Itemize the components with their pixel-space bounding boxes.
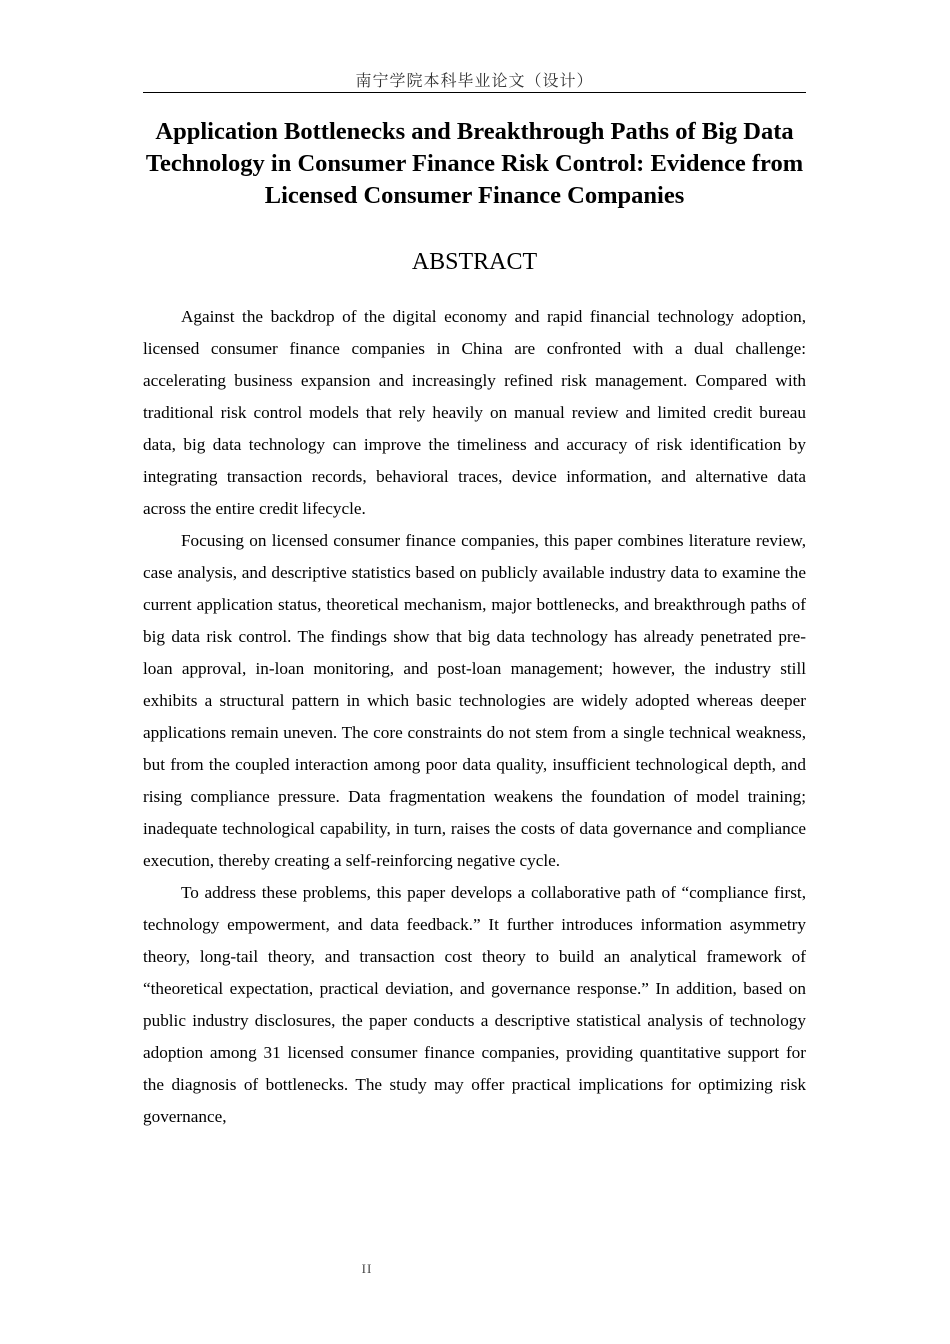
paper-title: Application Bottlenecks and Breakthrough Paths of Big Data Technology in Consumer Finance Risk Control: Evidence from Licensed Consumer Finance Companies [145, 118, 804, 209]
abstract-heading: ABSTRACT [411, 249, 538, 275]
header-rule [143, 92, 806, 93]
abstract-body [143, 301, 806, 1133]
abstract-paragraph: Focusing on licensed consumer finance companies, this paper combines literature review, case analysis, and descriptive statistics based on publicly available industry data to examine the current application status, theoretical mechanism, major bottlenecks, and breakthrough paths of big data risk control. The findings show that big data technology has already penetrated pre-loan approval, in-loan monitoring, and post-loan management; however, the industry still exhibits a structural pattern in which basic technologies are widely adopted whereas deeper applications remain uneven. The core constraints do not stem from a single technical weakness, but from the coupled interaction among poor data quality, insufficient technological depth, and rising compliance pressure. Data fragmentation weakens the foundation of model training; inadequate technological capability, in turn, raises the costs of data governance and compliance execution, thereby creating a self-reinforcing negative cycle. [143, 531, 806, 870]
abstract-paragraph: Against the backdrop of the digital economy and rapid financial technology adoption, licensed consumer finance companies in China are confronted with a dual challenge: accelerating business expansion and increasingly refined risk management. Compared with traditional risk control models that rely heavily on manual review and limited credit bureau data, big data technology can improve the timeliness and accuracy of risk identification by integrating transaction records, behavioral traces, device information, and alternative data across the entire credit lifecycle. [143, 307, 806, 518]
running-header: 南宁学院本科毕业论文（设计） [355, 71, 594, 90]
page-number: II [361, 1261, 373, 1276]
abstract-paragraph: To address these problems, this paper develops a collaborative path of “compliance first, technology empowerment, and data feedback.” It further introduces information asymmetry theory, long-tail theory, and transaction cost theory to build an analytical framework of “theoretical expectation, practical deviation, and governance response.” In addition, based on public industry disclosures, the paper conducts a descriptive statistical analysis of technology adoption among 31 licensed consumer finance companies, providing quantitative support for the diagnosis of bottlenecks. The study may offer practical implications for optimizing risk governance, [143, 883, 806, 1126]
